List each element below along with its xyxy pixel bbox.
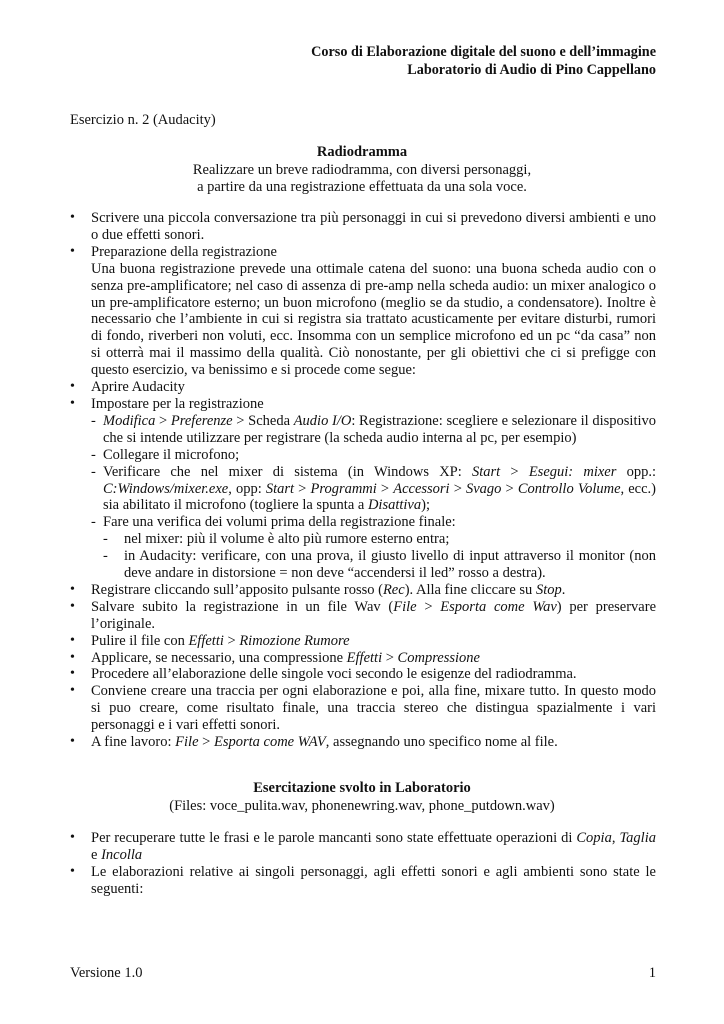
lab-block [0, 780, 724, 815]
intro-line: a partire da una registrazione effettuata da una sola voce. [197, 179, 527, 196]
sub-item: - nel mixer: più il volume è alto più rumore esterno entra; [91, 531, 656, 548]
section-title: Radiodramma [316, 144, 408, 160]
nested-sub-list [91, 531, 656, 582]
lab-title: Laboratorio di Audio di Pino Cappellano [407, 62, 656, 78]
sub-item: - Modifica > Preferenze > Scheda Audio I/O: Registrazione: scegliere e selezionare il dispositivo che si intende utilizzare per registrare (la scheda audio interna al pc, per esempio) [91, 413, 656, 447]
sub-item: - Verificare che nel mixer di sistema (in Windows XP: Start > Esegui: mixer opp.: C:Windows/mixer.exe, opp: Start > Programmi > Accessori > Svago > Controllo Volume, ecc.) sia abilitato il microfono (togliere la spunta a Disattiva); [91, 464, 656, 515]
list-item: • Scrivere una piccola conversazione tra più personaggi in cui si prevedono diversi ambienti e uno o due effetti sonori. [70, 210, 656, 244]
page-number: 1 [648, 965, 656, 981]
intro-block [0, 144, 724, 197]
list-item: • Pulire il file con Effetti > Rimozione Rumore [70, 633, 656, 650]
intro-line: Realizzare un breve radiodramma, con diversi personaggi, [192, 161, 532, 178]
list-item: • Conviene creare una traccia per ogni elaborazione e poi, alla fine, mixare tutto. In questo modo si puo creare, come risultato finale, una traccia stereo che distingua spazialmente i vari personaggi e i vari effetti sonori. [70, 683, 656, 734]
files-line: (Files: voce_pulita.wav, phonenewring.wav, phone_putdown.wav) [169, 797, 555, 814]
sub-item: - Fare una verifica dei volumi prima della registrazione finale: [91, 514, 656, 531]
list-item: • Impostare per la registrazione - Modifica > Preferenze > Scheda Audio I/O: Registrazione: scegliere e selezionare il dispositivo che si intende utilizzare per registrare (la scheda audio interna al pc, per esempio) - Collegare il microfono; - Verificare che nel mixer di sistema (in Windows XP: Start > Esegui: mixer opp.: C:Windows/mixer.exe, opp: Start > Programmi > Accessori > Svago > Controllo Volume, ecc.) sia abilitato il microfono (togliere la spunta a Disattiva); - Fare una verifica dei volumi prima della registrazione finale: - nel mixer: più il volume è alto più rumore esterno entra; - in Audacity: verificare, con una prova, il giusto livello di input attraverso il monitor (non deve andare in distorsione = non deve “accendersi il led” rosso a destra). [70, 396, 656, 582]
list-item: • Salvare subito la registrazione in un file Wav (File > Esporta come Wav) per preservare l’originale. [70, 599, 656, 633]
exercise-number: Esercizio n. 2 (Audacity) [70, 112, 216, 128]
footer-version: Versione 1.0 [70, 965, 143, 981]
list-item: • Procedere all’elaborazione delle singole voci secondo le esigenze del radiodramma. [70, 666, 656, 683]
lab-list [70, 830, 656, 898]
steps-list [70, 210, 656, 751]
list-item: • Preparazione della registrazione Una buona registrazione prevede una ottimale catena del suono: una buona scheda audio con o senza pre-amplificatore; nel caso di assenza di pre-amp nella scheda audio: un mixer analogico o un pre-amplificatore esterno; un buon microfono (meglio se da studio, a condensatore). Inoltre è necessario che l’ambiente in cui si registra sia trattato acusticamente per evitare disturbi, rumori di fondo, riverberi non voluti, ecc. Insomma con un semplice microfono ed un pc “da casa” non si otterrà mai il massimo della qualità. Ciò nonostante, per gli obiettivi che ci si prefigge con questo esercizio, va benissimo e si procede come segue: [70, 244, 656, 379]
list-item: • Applicare, se necessario, una compressione Effetti > Compressione [70, 650, 656, 667]
sub-item: - in Audacity: verificare, con una prova, il giusto livello di input attraverso il monitor (non deve andare in distorsione = non deve “accendersi il led” rosso a destra). [91, 548, 656, 582]
list-item: • A fine lavoro: File > Esporta come WAV, assegnando uno specifico nome al file. [70, 734, 656, 751]
list-item: • Registrare cliccando sull’apposito pulsante rosso (Rec). Alla fine cliccare su Stop. [70, 582, 656, 599]
page-header [311, 43, 656, 79]
list-item: • Per recuperare tutte le frasi e le parole mancanti sono state effettuate operazioni di Copia, Taglia e Incolla [70, 830, 656, 864]
list-item: • Aprire Audacity [70, 379, 656, 396]
course-title: Corso di Elaborazione digitale del suono e dell’immagine [311, 44, 656, 60]
list-item: • Le elaborazioni relative ai singoli personaggi, agli effetti sonori e agli ambienti sono state le seguenti: [70, 864, 656, 898]
sub-item: - Collegare il microfono; [91, 447, 656, 464]
section-title: Esercitazione svolto in Laboratorio [253, 780, 471, 796]
sub-list [91, 413, 656, 531]
